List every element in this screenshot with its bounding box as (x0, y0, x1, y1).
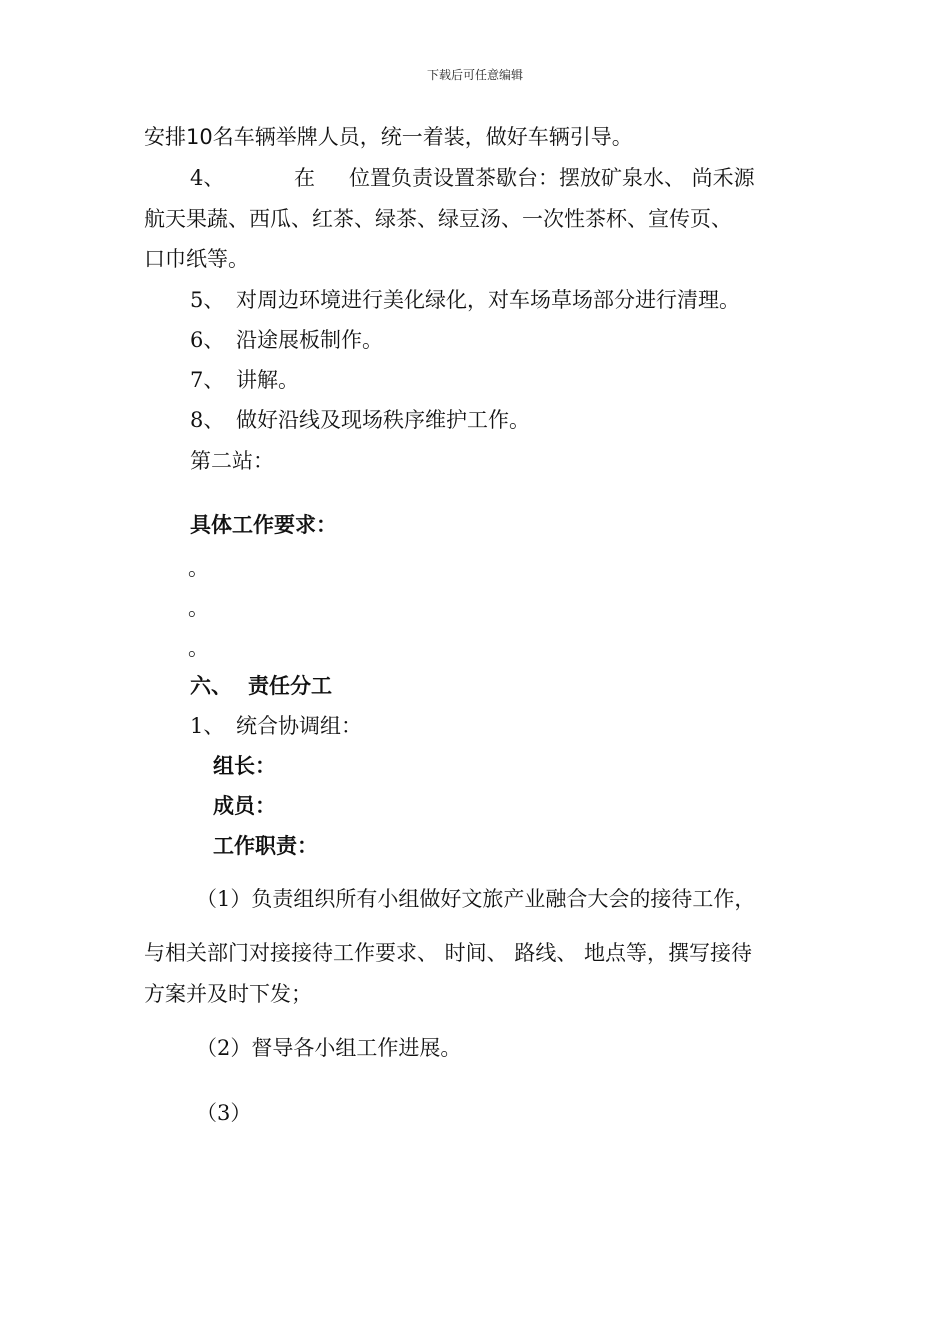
item-number: 7、 (190, 368, 225, 392)
duty-text: 负责组织所有小组做好文旅产业融合大会的接待工作， (251, 887, 756, 911)
item-number: 6、 (190, 328, 225, 352)
duties-label: 工作职责： (213, 834, 318, 858)
list-item-5 (190, 287, 740, 313)
requirements-heading: 具体工作要求： (190, 513, 337, 537)
empty-item-dot: 。 (188, 636, 209, 660)
list-item-4-continued: 口巾纸等。 (144, 247, 249, 271)
leader-label: 组长： (213, 754, 276, 778)
duty-number: （1） (196, 887, 252, 911)
item-number: 4、 (190, 166, 225, 190)
duty-three (196, 1100, 251, 1126)
page-header: 下载后可任意编辑 (426, 68, 523, 82)
empty-item-dot: 。 (188, 556, 209, 580)
duty-one-continued: 与相关部门对接接待工作要求、 时间、 路线、 地点等，撰写接待 (144, 941, 753, 965)
members-label: 成员： (213, 794, 276, 818)
list-item-4-continued: 航天果蔬、西瓜、红茶、绿茶、绿豆汤、一次性茶杯、宣传页、 (144, 207, 732, 231)
item-text: 对周边环境进行美化绿化，对车场草场部分进行清理。 (236, 288, 740, 312)
section-title: 责任分工 (248, 674, 332, 698)
duty-number: （2） (196, 1036, 252, 1060)
list-item-7 (190, 367, 299, 393)
item-number: 8、 (190, 408, 225, 432)
duty-one (196, 886, 755, 912)
item-number: 1、 (190, 714, 225, 738)
item-text: 位置负责设置茶歇台：摆放矿泉水、 尚禾源 (349, 166, 755, 190)
item-text: 做好沿线及现场秩序维护工作。 (236, 408, 530, 432)
empty-item-dot: 。 (188, 596, 209, 620)
list-item-4 (190, 165, 755, 191)
duty-one-continued: 方案并及时下发； (144, 982, 312, 1006)
item-text: 在 (294, 166, 315, 190)
section-six-heading (190, 673, 332, 699)
paragraph-vehicle-guide: 安排10名车辆举牌人员，统一着装，做好车辆引导。 (144, 125, 633, 149)
duty-number: （3） (196, 1101, 252, 1125)
station-two-label: 第二站： (190, 449, 274, 473)
item-text: 统合协调组： (236, 714, 362, 738)
section-number: 六、 (190, 674, 232, 698)
group-one-title (190, 713, 362, 739)
item-number: 5、 (190, 288, 225, 312)
duty-text: 督导各小组工作进展。 (251, 1036, 462, 1060)
list-item-8 (190, 407, 530, 433)
item-text: 讲解。 (236, 368, 299, 392)
duty-two (196, 1035, 461, 1061)
item-text: 沿途展板制作。 (236, 328, 383, 352)
list-item-6 (190, 327, 383, 353)
